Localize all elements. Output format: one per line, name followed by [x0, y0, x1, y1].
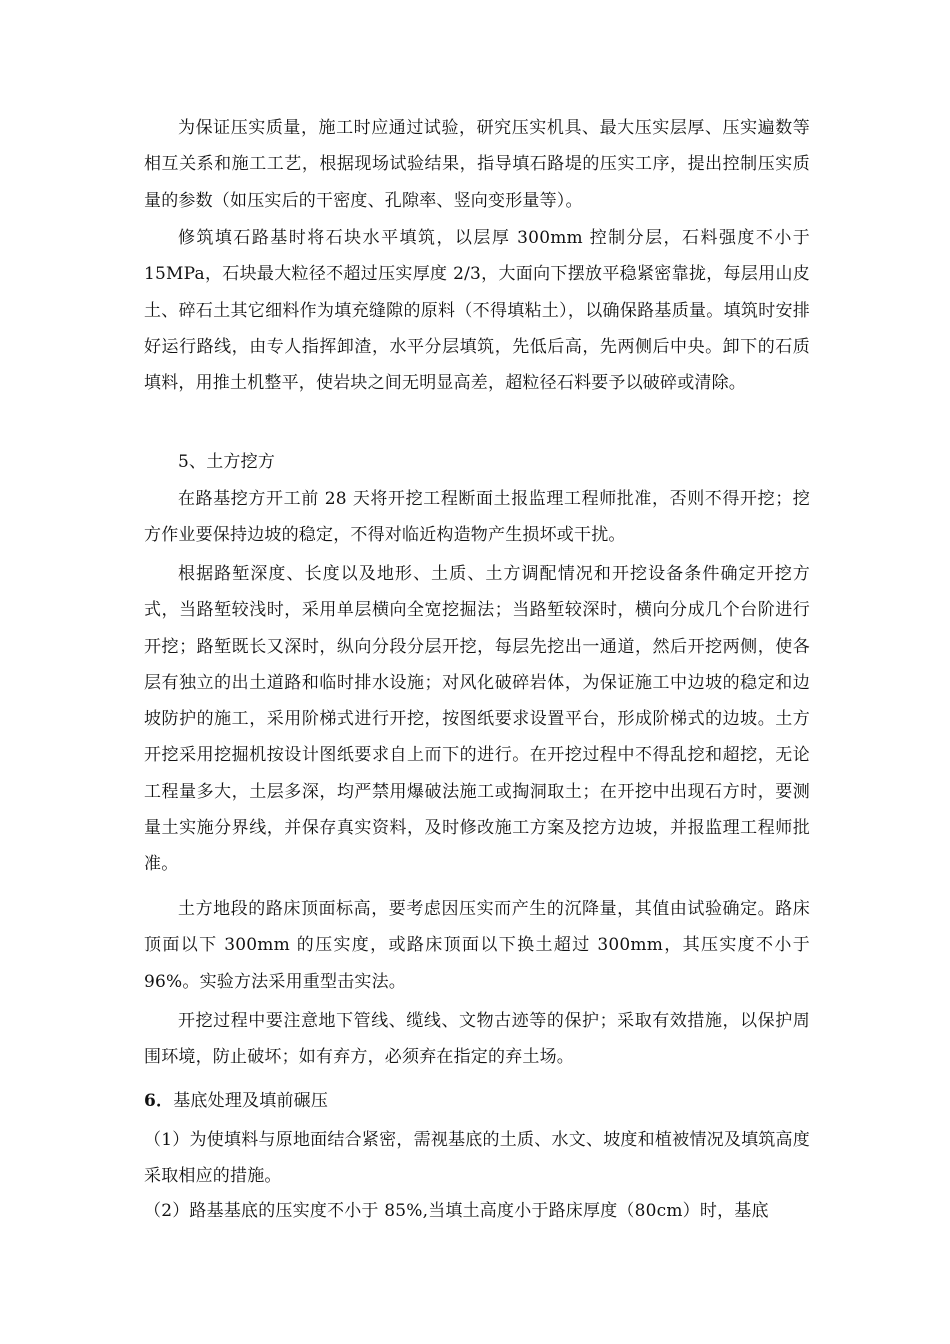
- section-heading-earth-excavation: 5、土方挖方: [178, 452, 276, 472]
- paragraph-subgrade-elevation: 土方地段的路床顶面标高，要考虑因压实而产生的沉降量，其值由试验确定。路床顶面以下 300mm 的压实度，或路床顶面以下换土超过 300mm，其压实度不小于 96%。实验方法采用重型击实法。: [144, 899, 810, 992]
- list-item-base-treatment-1: （1）为使填料与原地面结合紧密，需视基底的土质、水文、坡度和植被情况及填筑高度采取相应的措施。: [144, 1130, 810, 1187]
- section-heading-base-treatment: [144, 1083, 810, 1119]
- paragraph-protection-measures: 开挖过程中要注意地下管线、缆线、文物古迹等的保护；采取有效措施，以保护周围环境，防止破坏；如有弃方，必须弃在指定的弃土场。: [144, 1011, 810, 1068]
- list-item-base-treatment-2: （2）路基基底的压实度不小于 85%,当填土高度小于路床厚度（80cm）时，基底: [144, 1201, 769, 1221]
- section-number: 6．: [144, 1091, 174, 1111]
- paragraph-excavation-approval: 在路基挖方开工前 28 天将开挖工程断面土报监理工程师批准，否则不得开挖；挖方作业要保持边坡的稳定，不得对临近构造物产生损坏或干扰。: [144, 489, 810, 546]
- section-title: 基底处理及填前碾压: [173, 1091, 329, 1111]
- paragraph-excavation-method: 根据路堑深度、长度以及地形、土质、土方调配情况和开挖设备条件确定开挖方式，当路堑较浅时，采用单层横向全宽挖掘法；当路堑较深时，横向分成几个台阶进行开挖；路堑既长又深时，纵向分段分层开挖，每层先挖出一通道，然后开挖两侧，使各层有独立的出土道路和临时排水设施；对风化破碎岩体，为保证施工中边坡的稳定和边坡防护的施工，采用阶梯式进行开挖，按图纸要求设置平台，形成阶梯式的边坡。土方开挖采用挖掘机按设计图纸要求自上而下的进行。在开挖过程中不得乱挖和超挖，无论工程量多大，土层多深，均严禁用爆破法施工或掏洞取土；在开挖中出现石方时，要测量土实施分界线，并保存真实资料，及时修改施工方案及挖方边坡，并报监理工程师批准。: [144, 564, 810, 875]
- paragraph-compaction-quality: 为保证压实质量，施工时应通过试验，研究压实机具、最大压实层厚、压实遍数等相互关系和施工工艺，根据现场试验结果，指导填石路堤的压实工序，提出控制压实质量的参数（如压实后的干密度、孔隙率、竖向变形量等）。: [144, 118, 810, 211]
- paragraph-rock-fill-subgrade: 修筑填石路基时将石块水平填筑，以层厚 300mm 控制分层，石料强度不小于 15MPa，石块最大粒径不超过压实厚度 2/3，大面向下摆放平稳紧密靠拢，每层用山皮土、碎石土其它细料作为填充缝隙的原料（不得填粘土），以确保路基质量。填筑时安排好运行路线，由专人指挥卸渣，水平分层填筑，先低后高，先两侧后中央。卸下的石质填料，用推土机整平，使岩块之间无明显高差，超粒径石料要予以破碎或清除。: [144, 228, 810, 394]
